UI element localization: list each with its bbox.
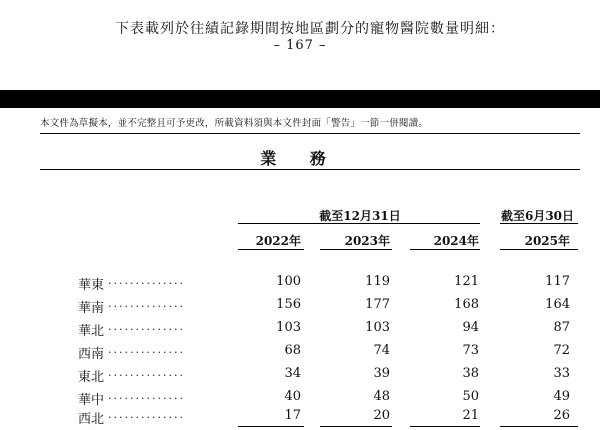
leader-dots: .............. xyxy=(108,274,185,287)
year-underline-2024 xyxy=(410,249,480,250)
page-break-band xyxy=(0,90,600,108)
value-2022: 40 xyxy=(284,389,301,404)
value-2023: 177 xyxy=(365,297,390,312)
leader-dots: .............. xyxy=(108,320,185,333)
draft-notice: 本文件為草擬本，並不完整且可予更改，所載資料須與本文件封面「警告」一節一併閱讀。 xyxy=(40,118,429,129)
section-title: 業 務 xyxy=(260,149,340,168)
previous-page-number: – 167 – xyxy=(273,38,327,53)
table-row xyxy=(0,408,600,428)
total-underline-2022 xyxy=(238,426,304,427)
group-underline-dec31 xyxy=(238,223,480,224)
value-2023: 48 xyxy=(373,389,390,404)
leader-dots: .............. xyxy=(108,297,185,310)
region-label: 華北 xyxy=(78,324,105,339)
value-2022: 34 xyxy=(284,366,301,381)
value-2022: 17 xyxy=(284,408,301,423)
table-row xyxy=(0,320,600,340)
leader-dots: .............. xyxy=(108,343,185,356)
total-underline-2025 xyxy=(500,426,578,427)
value-2022: 156 xyxy=(276,297,301,312)
header-rule xyxy=(40,133,580,134)
year-header-2022: 2022年 xyxy=(255,234,301,248)
value-2025: 87 xyxy=(553,320,570,335)
year-header-2024: 2024年 xyxy=(433,234,479,248)
total-underline-2024 xyxy=(410,426,480,427)
table-row xyxy=(0,389,600,409)
region-label: 西北 xyxy=(78,412,105,427)
value-2024: 94 xyxy=(462,320,479,335)
value-2025: 164 xyxy=(545,297,570,312)
value-2024: 121 xyxy=(454,274,479,289)
value-2023: 119 xyxy=(365,274,390,289)
region-label: 西南 xyxy=(78,347,105,362)
region-label: 華南 xyxy=(78,301,105,316)
value-2025: 49 xyxy=(553,389,570,404)
value-2025: 117 xyxy=(545,274,570,289)
year-underline-2025 xyxy=(500,249,578,250)
leader-dots: .............. xyxy=(108,389,185,402)
group-underline-jun30 xyxy=(500,223,578,224)
group-header-dec31: 截至12月31日 xyxy=(319,209,401,223)
table-row xyxy=(0,274,600,294)
value-2024: 73 xyxy=(462,343,479,358)
value-2023: 20 xyxy=(373,408,390,423)
table-row xyxy=(0,366,600,386)
value-2023: 103 xyxy=(365,320,390,335)
value-2022: 100 xyxy=(276,274,301,289)
table-row xyxy=(0,297,600,317)
value-2025: 72 xyxy=(553,343,570,358)
value-2024: 21 xyxy=(462,408,479,423)
value-2022: 103 xyxy=(276,320,301,335)
value-2025: 26 xyxy=(553,408,570,423)
year-underline-2022 xyxy=(238,249,304,250)
value-2024: 168 xyxy=(454,297,479,312)
table-row xyxy=(0,343,600,363)
year-header-2025: 2025年 xyxy=(524,234,570,248)
year-underline-2023 xyxy=(320,249,392,250)
value-2023: 39 xyxy=(373,366,390,381)
year-header-2023: 2023年 xyxy=(344,234,390,248)
region-label: 東北 xyxy=(78,370,105,385)
leader-dots: .............. xyxy=(108,408,185,421)
value-2024: 38 xyxy=(462,366,479,381)
value-2024: 50 xyxy=(462,389,479,404)
value-2023: 74 xyxy=(373,343,390,358)
leader-dots: .............. xyxy=(108,366,185,379)
region-label: 華東 xyxy=(78,278,105,293)
previous-page-caption: 下表載列於往績記錄期間按地區劃分的寵物醫院數量明細： xyxy=(115,21,505,37)
group-header-jun30: 截至6月30日 xyxy=(500,209,575,223)
region-label: 華中 xyxy=(78,393,105,408)
value-2025: 33 xyxy=(553,366,570,381)
section-rule xyxy=(40,169,580,170)
total-underline-2023 xyxy=(320,426,392,427)
value-2022: 68 xyxy=(284,343,301,358)
